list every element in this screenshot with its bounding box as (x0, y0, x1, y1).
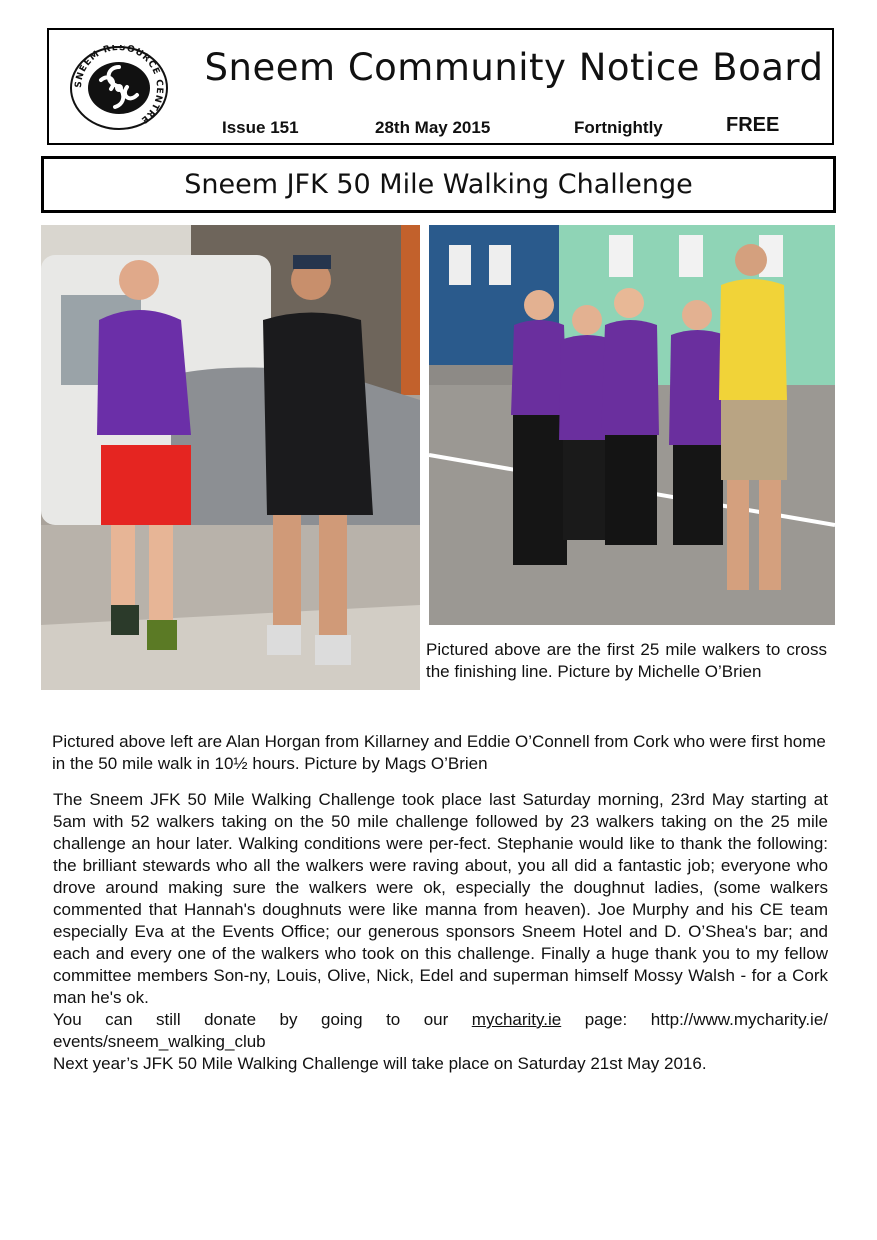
svg-text:SNEEM RESOURCE CENTRE: SNEEM RESOURCE CENTRE (73, 45, 165, 126)
article-paragraph: The Sneem JFK 50 Mile Walking Challenge took place last Saturday morning, 23rd May starting at 5am with 52 walkers taking on the 50 mile challenge followed by 23 walkers taking on the 25 mile challenge an hour later. Walking conditions were per-fect. Stephanie would like to thank the following: the brilliant stewards who all the walkers were raving about, you all did a fantastic job; everyone who drove around making sure the walkers were ok, especially the doughnut ladies, (some walkers commented that Hannah's doughnuts were like manna from heaven). Joe Murphy and his CE team especially Eva at the Events Office; our generous sponsors Sneem Hotel and D. O’Shea's bar; and each and every one of the walkers who took on this challenge. Finally a huge thank you to my fellow committee members Son-ny, Louis, Olive, Nick, Edel and superman himself Mossy Walsh - for a Cork man he's ok. (53, 790, 828, 1007)
issue-frequency: Fortnightly (574, 118, 663, 137)
donation-text-suffix: page: http://www.mycharity.ie/ events/sneem_walking_club (53, 1010, 829, 1051)
price-badge: FREE (726, 114, 780, 136)
photo-25-mile-finishers (429, 225, 835, 625)
mycharity-link[interactable]: mycharity.ie (471, 1010, 562, 1029)
issue-date: 28th May 2015 (375, 118, 491, 137)
newsletter-title: Sneem Community Notice Board (204, 46, 824, 89)
article-headline: Sneem JFK 50 Mile Walking Challenge (41, 156, 836, 213)
next-year-paragraph: Next year’s JFK 50 Mile Walking Challenge will take place on Saturday 21st May 2016. (53, 1054, 707, 1073)
caption-25-mile-finishers: Pictured above are the first 25 mile walkers to cross the finishing line. Picture by Michelle O’Brien (426, 640, 827, 681)
issue-number: Issue 151 (222, 118, 299, 137)
caption-50-mile-winners: Pictured above left are Alan Horgan from Killarney and Eddie O’Connell from Cork who were first home in the 50 mile walk in 10½ hours. Picture by Mags O’Brien (52, 732, 826, 773)
sneem-resource-centre-logo (69, 45, 169, 131)
donation-text-prefix: You can still donate by going to our (53, 1010, 472, 1029)
donation-paragraph (53, 1009, 828, 1053)
photo-50-mile-winners (41, 225, 420, 690)
masthead (47, 28, 834, 145)
article-body (53, 789, 828, 1075)
